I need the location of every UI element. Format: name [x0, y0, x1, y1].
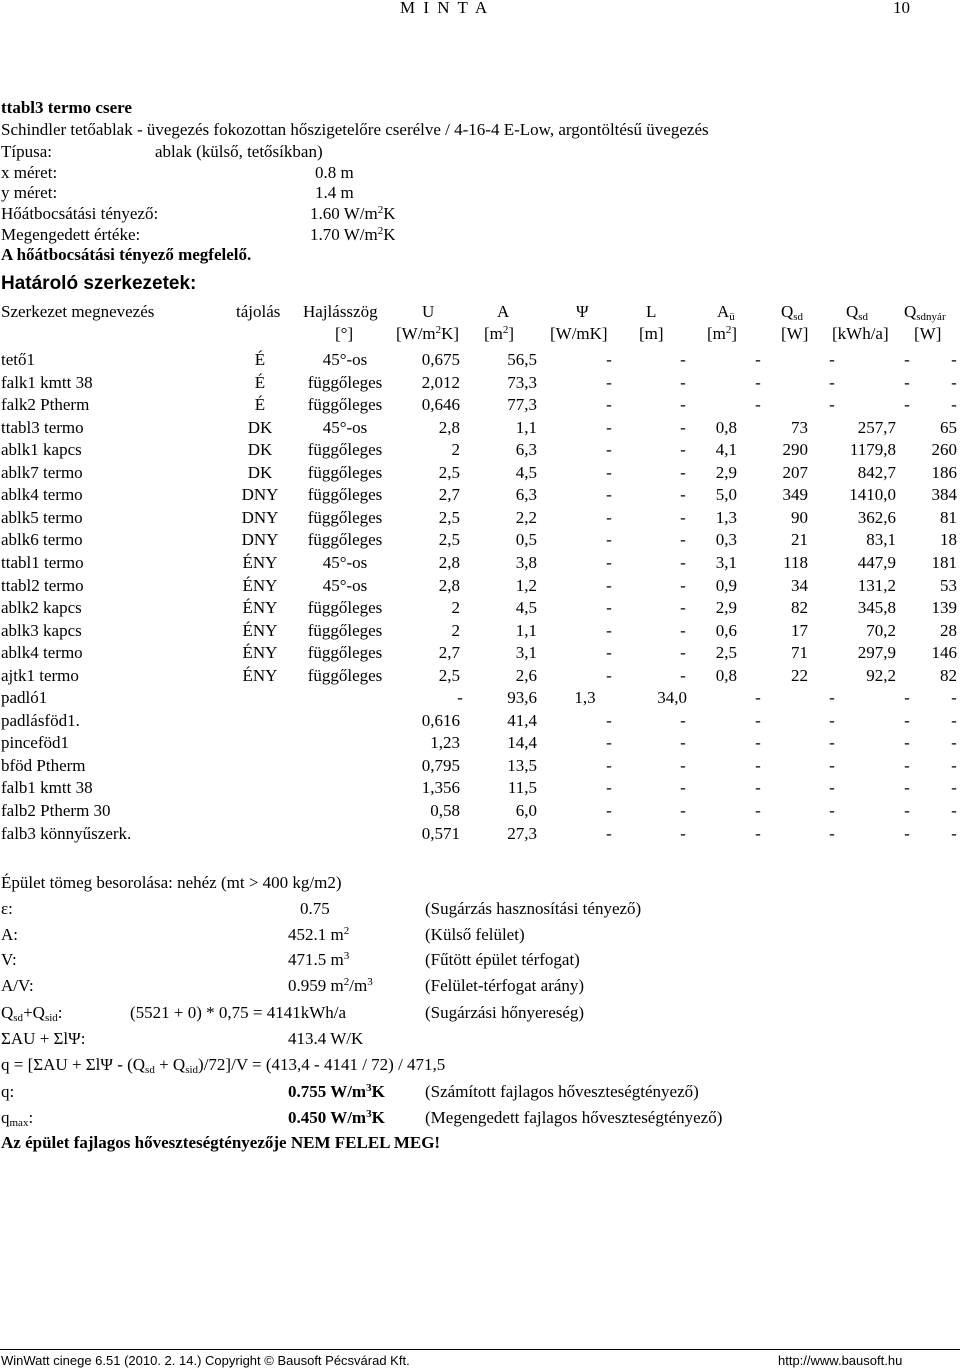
cell-a: 4,5 — [515, 462, 537, 482]
cell-au: - — [755, 710, 761, 730]
cell-orient: É — [254, 350, 266, 369]
cell-qsd-kwh: - — [904, 710, 910, 730]
cell-psi: - — [606, 755, 612, 775]
cell-name: ablk6 termo — [1, 530, 83, 550]
cell-psi: - — [606, 598, 612, 618]
cell-name: falb3 könnyűszerk. — [1, 823, 132, 843]
cell-psi: - — [606, 440, 612, 460]
cell-u: 0,58 — [430, 801, 460, 820]
u-verdict: A hőátbocsátási tényező megfelelő. — [1, 245, 252, 264]
cell-psi: - — [606, 710, 612, 730]
q-result-note: (Számított fajlagos hőveszteségtényező) — [425, 1082, 699, 1101]
cell-a: 2,2 — [515, 507, 537, 527]
cell-qsdnyar: 260 — [931, 440, 957, 460]
cell-au: 2,9 — [715, 462, 737, 482]
cell-name: falb2 Ptherm 30 — [1, 801, 111, 820]
cell-au: 0,8 — [715, 417, 737, 437]
cell-qsd-kwh: - — [904, 778, 910, 798]
cell-u: 0,646 — [421, 395, 460, 415]
cell-a: 2,6 — [515, 665, 537, 685]
cell-psi: - — [606, 462, 612, 482]
unit-a: $[m^2]$ — [484, 324, 515, 343]
cell-a: 41,4 — [507, 710, 537, 730]
cell-qsd: - — [829, 688, 835, 708]
cell-psi: - — [606, 733, 612, 753]
th-l: L — [646, 302, 657, 321]
cell-angle: függőleges — [307, 620, 383, 640]
cell-qsd: 82 — [791, 598, 808, 618]
cell-psi: - — [606, 575, 612, 595]
q-result-label: q: — [1, 1082, 15, 1101]
cell-au: 2,5 — [715, 643, 737, 663]
cell-qsdnyar: 18 — [940, 530, 957, 550]
volume-note: (Fűtött épület térfogat) — [425, 950, 580, 969]
cell-orient: ÉNY — [242, 643, 278, 663]
cell-au: - — [755, 801, 761, 820]
cell-psi: - — [606, 395, 612, 415]
cell-u: 0,571 — [421, 823, 460, 843]
cell-angle: 45°-os — [322, 552, 368, 572]
cell-a: 1,1 — [515, 417, 537, 437]
cell-u: 2 — [451, 598, 460, 618]
cell-angle: 45°-os — [322, 575, 368, 595]
cell-qsd-kwh: 1410,0 — [849, 485, 896, 505]
cell-u: 0,616 — [421, 710, 460, 730]
cell-qsd-kwh: 842,7 — [857, 462, 896, 482]
cell-l: - — [680, 440, 686, 460]
cell-angle: függőleges — [307, 372, 383, 392]
volume-label: V: — [1, 950, 17, 969]
intro-description: Schindler tetőablak - üvegezés fokozottan hőszigetelőre cserélve / 4-16-4 E-Low, argontöltésű üvegezés — [1, 120, 709, 139]
cell-psi: - — [606, 665, 612, 685]
av-label: A/V: — [1, 976, 34, 995]
cell-qsd: - — [829, 710, 835, 730]
unit-angle: [°] — [335, 324, 354, 343]
eps-label: ε: — [1, 899, 13, 918]
cell-orient: DK — [247, 462, 273, 482]
cell-qsdnyar: 181 — [931, 552, 957, 572]
cell-l: - — [680, 575, 686, 595]
cell-u: 2,5 — [438, 462, 460, 482]
cell-l: - — [680, 530, 686, 550]
y-size-value: 1.4 m — [315, 183, 354, 202]
cell-orient: ÉNY — [242, 665, 278, 685]
cell-au: 0,9 — [715, 575, 737, 595]
cell-qsdnyar: - — [951, 372, 957, 392]
cell-qsd-kwh: 345,8 — [857, 598, 896, 618]
cell-qsd: - — [829, 395, 835, 415]
cell-a: 4,5 — [515, 598, 537, 618]
u-value: 1.60 $W/m^2K$ — [310, 204, 396, 223]
u-limit-value: 1.70 $W/m^2K$ — [310, 225, 396, 244]
cell-l: - — [680, 710, 686, 730]
cell-u: 1,23 — [430, 733, 460, 753]
cell-angle: függőleges — [307, 485, 383, 505]
cell-name: ablk7 termo — [1, 462, 83, 482]
section-title: Határoló szerkezetek: — [1, 273, 197, 294]
cell-orient: É — [254, 395, 266, 415]
cell-qsdnyar: - — [951, 395, 957, 415]
cell-name: ablk2 kapcs — [1, 598, 82, 618]
cell-name: bföd Ptherm — [1, 755, 86, 775]
cell-psi: 1,3 — [574, 688, 596, 708]
cell-psi: - — [606, 485, 612, 505]
cell-l: - — [680, 372, 686, 392]
cell-qsd-kwh: 83,1 — [866, 530, 896, 550]
cell-u: 0,795 — [421, 755, 460, 775]
th-angle: Hajlásszög — [303, 302, 378, 321]
cell-a: 11,5 — [507, 778, 537, 798]
cell-a: 0,5 — [515, 530, 537, 550]
cell-qsdnyar: - — [951, 801, 957, 820]
conclusion: Az épület fajlagos hőveszteségtényezője NEM FELEL MEG! — [1, 1133, 441, 1152]
cell-au: 2,9 — [715, 598, 737, 618]
cell-angle: függőleges — [307, 462, 383, 482]
cell-l: - — [680, 598, 686, 618]
cell-psi: - — [606, 350, 612, 369]
th-qsd: $Q_{sd}$ — [781, 302, 804, 323]
cell-l: - — [680, 755, 686, 775]
av-value: 0.959 $m^2/m^3$ — [288, 976, 373, 995]
y-size-label: y méret: — [1, 183, 58, 202]
cell-au: 5,0 — [715, 485, 737, 505]
cell-l: - — [680, 485, 686, 505]
cell-name: ablk5 termo — [1, 507, 83, 527]
cell-angle: 45°-os — [322, 350, 368, 369]
u-value-label: Hőátbocsátási tényező: — [1, 204, 159, 223]
cell-psi: - — [606, 643, 612, 663]
eps-value: 0.75 — [300, 899, 330, 918]
tipus-value: ablak (külső, tetősíkban) — [155, 142, 323, 161]
cell-au: - — [755, 395, 761, 415]
unit-l: [m] — [639, 324, 664, 343]
cell-au: 0,3 — [715, 530, 737, 550]
cell-l: 34,0 — [657, 688, 687, 708]
cell-l: - — [680, 665, 686, 685]
solar-gain-note: (Sugárzási hőnyereség) — [425, 1003, 585, 1022]
cell-qsd: 290 — [782, 440, 808, 460]
cell-qsd-kwh: 447,9 — [857, 552, 896, 572]
cell-au: - — [755, 733, 761, 753]
th-name: Szerkezet megnevezés — [1, 302, 155, 321]
cell-psi: - — [606, 620, 612, 640]
cell-qsdnyar: 139 — [931, 598, 957, 618]
sum-au-label: ΣAU + ΣlΨ: — [1, 1029, 86, 1048]
solar-gain-formula: (5521 + 0) * 0,75 = 4141kWh/a — [130, 1003, 347, 1022]
cell-qsd-kwh: 70,2 — [866, 620, 896, 640]
cell-name: falb1 kmtt 38 — [1, 778, 93, 798]
cell-a: 1,2 — [515, 575, 537, 595]
cell-a: 1,1 — [515, 620, 537, 640]
footer-rule — [0, 1349, 960, 1350]
cell-qsdnyar: 65 — [940, 417, 957, 437]
cell-a: 6,3 — [515, 485, 537, 505]
cell-qsd: 349 — [782, 485, 808, 505]
cell-name: padlásföd1. — [1, 710, 80, 730]
cell-qsd: 34 — [791, 575, 808, 595]
cell-psi: - — [606, 778, 612, 798]
cell-qsdnyar: - — [951, 350, 957, 369]
cell-au: - — [755, 823, 761, 843]
cell-angle: 45°-os — [322, 417, 368, 437]
cell-orient: ÉNY — [242, 552, 278, 572]
cell-au: - — [755, 688, 761, 708]
cell-name: pinceföd1 — [1, 733, 69, 753]
cell-au: 3,1 — [715, 552, 737, 572]
cell-name: ablk3 kapcs — [1, 620, 82, 640]
cell-l: - — [680, 350, 686, 369]
cell-qsd-kwh: 297,9 — [857, 643, 896, 663]
cell-psi: - — [606, 552, 612, 572]
unit-u: $[W/m^2K]$ — [396, 324, 460, 343]
cell-au: 0,6 — [715, 620, 737, 640]
cell-qsd: - — [829, 778, 835, 798]
cell-l: - — [680, 417, 686, 437]
cell-name: falk2 Ptherm — [1, 395, 90, 415]
area-note: (Külső felület) — [425, 925, 525, 944]
cell-a: 13,5 — [507, 755, 537, 775]
header-title: M I N T A — [400, 0, 490, 17]
cell-au: 0,8 — [715, 665, 737, 685]
cell-u: 1,356 — [421, 778, 460, 798]
th-au: $A_ü$ — [717, 302, 735, 323]
cell-psi: - — [606, 417, 612, 437]
cell-qsd: - — [829, 733, 835, 753]
cell-qsdnyar: 81 — [940, 507, 957, 527]
cell-a: 77,3 — [507, 395, 537, 415]
cell-orient: ÉNY — [242, 598, 278, 618]
q-result-value: 0.755 $W/m^3K$ — [288, 1082, 385, 1101]
cell-qsd: - — [829, 350, 835, 369]
th-psi: Ψ — [576, 302, 589, 321]
eps-note: (Sugárzás hasznosítási tényező) — [425, 899, 642, 918]
unit-qsd: [W] — [781, 324, 809, 343]
cell-au: - — [755, 372, 761, 392]
cell-psi: - — [606, 823, 612, 843]
cell-a: 14,4 — [507, 733, 537, 753]
cell-qsdnyar: - — [951, 755, 957, 775]
cell-name: ablk4 termo — [1, 485, 83, 505]
intro-heading: ttabl3 termo csere — [1, 98, 132, 117]
cell-qsd-kwh: - — [904, 823, 910, 843]
cell-a: 6,0 — [515, 801, 537, 820]
cell-au: - — [755, 350, 761, 369]
cell-a: 73,3 — [507, 372, 537, 392]
q-max-note: (Megengedett fajlagos hőveszteségtényező) — [425, 1108, 723, 1127]
cell-name: falk1 kmtt 38 — [1, 372, 93, 392]
cell-orient: DNY — [241, 485, 279, 505]
cell-qsd-kwh: - — [904, 372, 910, 392]
cell-qsd-kwh: 92,2 — [866, 665, 896, 685]
cell-qsd: 71 — [791, 643, 808, 663]
cell-qsd: - — [829, 801, 835, 820]
cell-l: - — [680, 778, 686, 798]
cell-qsdnyar: 186 — [931, 462, 957, 482]
cell-psi: - — [606, 372, 612, 392]
cell-qsdnyar: 384 — [931, 485, 957, 505]
cell-qsdnyar: - — [951, 733, 957, 753]
cell-u: 2,5 — [438, 530, 460, 550]
q-max-label: $q_{max}$: — [1, 1108, 34, 1129]
cell-a: 3,1 — [515, 643, 537, 663]
cell-qsd-kwh: - — [904, 755, 910, 775]
unit-psi: [W/mK] — [550, 324, 608, 343]
th-a: A — [497, 302, 510, 321]
cell-qsdnyar: 82 — [940, 665, 957, 685]
cell-qsdnyar: 53 — [940, 575, 957, 595]
cell-qsd-kwh: - — [904, 801, 910, 820]
area-label: A: — [1, 925, 18, 944]
sum-au-value: 413.4 W/K — [288, 1029, 364, 1048]
cell-l: - — [680, 462, 686, 482]
cell-angle: függőleges — [307, 507, 383, 527]
cell-psi: - — [606, 801, 612, 820]
cell-angle: függőleges — [307, 598, 383, 618]
cell-qsd-kwh: 362,6 — [857, 507, 896, 527]
cell-qsd-kwh: - — [904, 395, 910, 415]
x-size-label: x méret: — [1, 163, 58, 182]
cell-l: - — [680, 733, 686, 753]
cell-name: ablk4 termo — [1, 643, 83, 663]
cell-u: 2 — [451, 620, 460, 640]
cell-l: - — [680, 552, 686, 572]
cell-a: 6,3 — [515, 440, 537, 460]
cell-name: ajtk1 termo — [1, 665, 79, 685]
cell-orient: DK — [247, 440, 273, 460]
cell-au: - — [755, 778, 761, 798]
av-note: (Felület-térfogat arány) — [425, 976, 585, 995]
cell-qsdnyar: - — [951, 688, 957, 708]
cell-qsd: 118 — [783, 552, 808, 572]
q-max-value: 0.450 $W/m^3K$ — [288, 1108, 385, 1127]
cell-a: 27,3 — [507, 823, 537, 843]
cell-u: 2 — [451, 440, 460, 460]
cell-orient: ÉNY — [242, 575, 278, 595]
q-equation: $q = [\Sigma AU + \Sigma l\Psi - (Q_{sd} + Q_{sid})/72]/V = (413,4 - 4141 / 72) / 471,5$ — [1, 1055, 446, 1076]
cell-qsdnyar: 146 — [931, 643, 957, 663]
cell-u: 2,8 — [438, 575, 460, 595]
solar-gain-label: $Q_{sd}+Q_{sid}$: — [1, 1003, 63, 1024]
th-qsd-kwh: $Q_{sd}$ — [846, 302, 869, 323]
cell-qsd: 73 — [791, 417, 808, 437]
cell-psi: - — [606, 530, 612, 550]
cell-qsd-kwh: - — [904, 688, 910, 708]
x-size-value: 0.8 m — [315, 163, 354, 182]
cell-qsd-kwh: 131,2 — [857, 575, 896, 595]
cell-l: - — [680, 395, 686, 415]
cell-qsd: 22 — [791, 665, 808, 685]
cell-angle: függőleges — [307, 395, 383, 415]
cell-orient: DNY — [241, 530, 279, 550]
th-qsdnyar: $Q_{sdnyár}$ — [904, 302, 946, 323]
cell-l: - — [680, 620, 686, 640]
page-number: 10 — [893, 0, 910, 17]
cell-u: 2,8 — [438, 552, 460, 572]
cell-u: 2,7 — [438, 643, 460, 663]
footer-url: http://www.bausoft.hu — [778, 1353, 903, 1368]
cell-name: padló1 — [1, 688, 48, 708]
cell-l: - — [680, 643, 686, 663]
cell-u: 2,5 — [438, 665, 460, 685]
cell-au: 4,1 — [715, 440, 737, 460]
cell-u: - — [457, 688, 463, 708]
cell-qsd: - — [829, 823, 835, 843]
cell-qsd-kwh: 1179,8 — [849, 440, 896, 460]
unit-qsdnyar: [W] — [914, 324, 942, 343]
cell-u: 2,8 — [438, 417, 460, 437]
unit-au: $[m^2]$ — [707, 324, 738, 343]
cell-angle: függőleges — [307, 440, 383, 460]
cell-name: ttabl1 termo — [1, 552, 84, 572]
cell-orient: É — [254, 372, 266, 392]
cell-l: - — [680, 801, 686, 820]
cell-qsdnyar: - — [951, 778, 957, 798]
footer-copyright: WinWatt cinege 6.51 (2010. 2. 14.) Copyright © Bausoft Pécsvárad Kft. — [1, 1353, 410, 1368]
cell-orient: ÉNY — [242, 620, 278, 640]
cell-qsdnyar: - — [951, 823, 957, 843]
cell-qsd-kwh: 257,7 — [857, 417, 896, 437]
cell-qsd: 17 — [791, 620, 808, 640]
cell-angle: függőleges — [307, 643, 383, 663]
th-u: U — [422, 302, 435, 321]
unit-qsd-kwh: [kWh/a] — [832, 324, 889, 343]
cell-a: 56,5 — [507, 350, 537, 369]
cell-u: 2,5 — [438, 507, 460, 527]
cell-u: 2,7 — [438, 485, 460, 505]
cell-qsd: 90 — [791, 507, 808, 527]
cell-qsd: 21 — [791, 530, 808, 550]
cell-qsd: 207 — [782, 462, 808, 482]
cell-u: 2,012 — [421, 372, 460, 392]
cell-qsdnyar: 28 — [940, 620, 957, 640]
cell-qsd: - — [829, 755, 835, 775]
cell-au: - — [755, 755, 761, 775]
area-value: 452.1 $m^2$ — [288, 925, 350, 944]
cell-name: tető1 — [1, 350, 35, 369]
cell-name: ttabl3 termo — [1, 417, 84, 437]
cell-name: ablk1 kapcs — [1, 440, 82, 460]
cell-angle: függőleges — [307, 530, 383, 550]
cell-orient: DK — [247, 417, 273, 437]
th-orient: tájolás — [236, 302, 281, 321]
cell-l: - — [680, 507, 686, 527]
cell-l: - — [680, 823, 686, 843]
cell-qsd-kwh: - — [904, 733, 910, 753]
cell-psi: - — [606, 507, 612, 527]
cell-au: 1,3 — [715, 507, 737, 527]
cell-name: ttabl2 termo — [1, 575, 84, 595]
cell-u: 0,675 — [421, 350, 460, 369]
cell-orient: DNY — [241, 507, 279, 527]
cell-angle: függőleges — [307, 665, 383, 685]
cell-qsd-kwh: - — [904, 350, 910, 369]
cell-qsdnyar: - — [951, 710, 957, 730]
u-limit-label: Megengedett értéke: — [1, 225, 141, 244]
mass-class: Épület tömeg besorolása: nehéz (mt > 400 kg/m2) — [1, 873, 342, 892]
cell-qsd: - — [829, 372, 835, 392]
cell-a: 93,6 — [507, 688, 537, 708]
tipus-label: Típusa: — [1, 142, 52, 161]
cell-a: 3,8 — [515, 552, 537, 572]
volume-value: 471.5 $m^3$ — [288, 950, 350, 969]
